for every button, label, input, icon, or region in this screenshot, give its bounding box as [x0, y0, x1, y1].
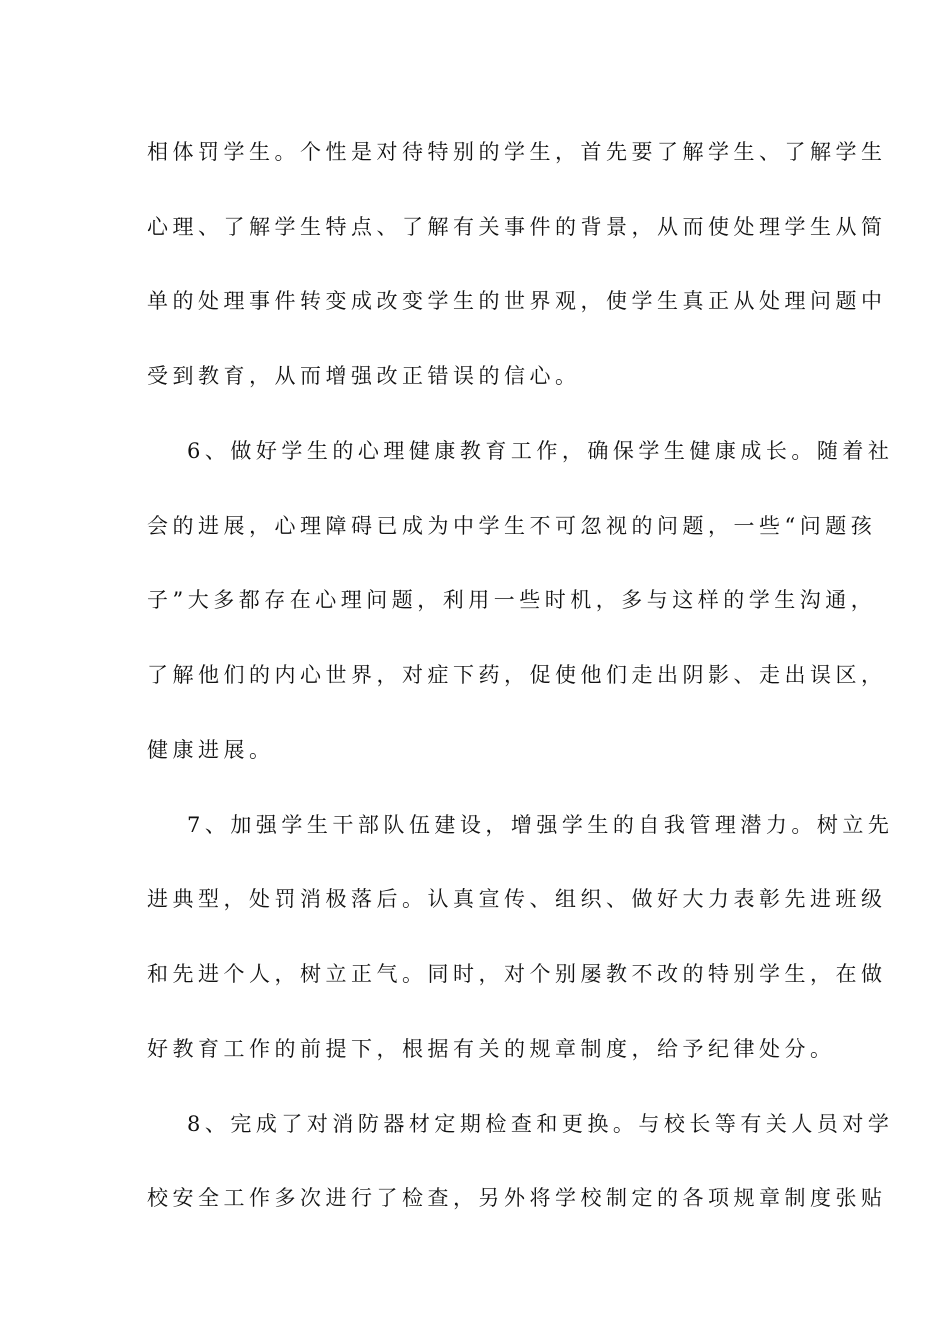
text-line: 好教育工作的前提下，根据有关的规章制度，给予纪律处分。: [147, 1037, 836, 1061]
text-line: 健康进展。: [147, 738, 275, 762]
text-line: 单的处理事件转变成改变学生的世界观，使学生真正从处理问题中: [147, 289, 887, 313]
text-line: 了解他们的内心世界，对症下药，促使他们走出阴影、走出误区，: [147, 663, 887, 687]
paragraph-start-line: 7、加强学生干部队伍建设，增强学生的自我管理潜力。树立先: [187, 813, 894, 837]
text-line: 受到教育，从而增强改正错误的信心。: [147, 364, 581, 388]
text-line: 会的进展，心理障碍已成为中学生不可忽视的问题，一些“问题孩: [147, 514, 877, 538]
text-line: 校安全工作多次进行了检查，另外将学校制定的各项规章制度张贴: [147, 1186, 887, 1210]
text-line: 相体罚学生。个性是对待特别的学生，首先要了解学生、了解学生: [147, 140, 887, 164]
text-line: 心理、了解学生特点、了解有关事件的背景，从而使处理学生从简: [147, 215, 887, 239]
paragraph-start-line: 6、做好学生的心理健康教育工作，确保学生健康成长。随着社: [187, 439, 894, 463]
paragraph-start-line: 8、完成了对消防器材定期检查和更换。与校长等有关人员对学: [187, 1112, 894, 1136]
text-line: 子”大多都存在心理问题，利用一些时机，多与这样的学生沟通，: [147, 588, 877, 612]
text-line: 和先进个人，树立正气。同时，对个别屡教不改的特别学生，在做: [147, 962, 887, 986]
text-line: 进典型，处罚消极落后。认真宣传、组织、做好大力表彰先进班级: [147, 887, 887, 911]
